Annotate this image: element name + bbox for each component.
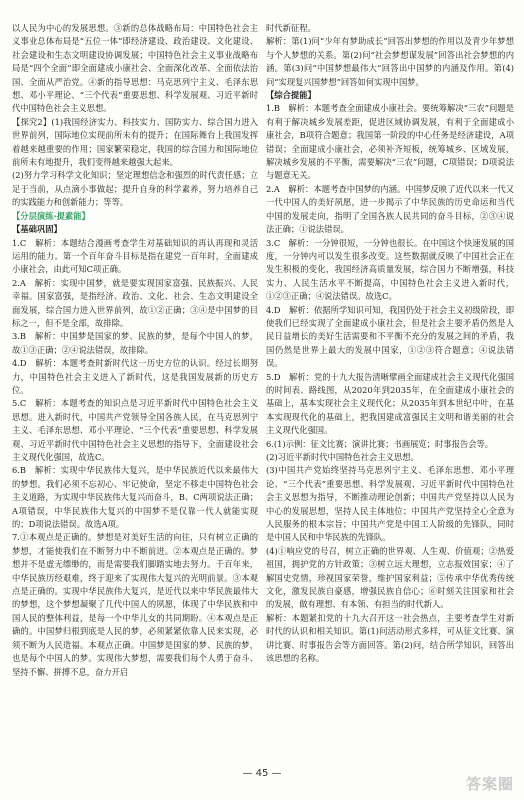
analysis-paragraph: 解析：本题紧扣党的十九大召开这一社会热点，主要考查学生对新时代的认识和相关知识。第(1)问活动形式多样，可从征文比赛、演讲比赛、时事报告会等方面回答。第(2)问，结合所学知识，回答出该思想的名称。 — [266, 612, 514, 664]
text-paragraph: 以人民为中心的发展思想。③新的总体战略布局：中国特色社会主义事业总体布局是“五位一体”即经济建设、政治建设、文化建设、社会建设和生态文明建设协调发展；中国特色社会主义事业战略布局是“四个全面”即全面建成小康社会、全面深化改革、全面依法治国、全面从严治党。④新的指导思想：马克思列宁主义、毛泽东思想、邓小平理论、“三个代表”重要思想、科学发展观、习近平新时代中国特色社会主义思想。 — [12, 23, 258, 114]
page-number: — 45 — — [242, 768, 282, 779]
watermark-logo: 答案圈 — [465, 775, 514, 793]
answer-item: (2)习近平新时代中国特色社会主义思想。 — [266, 452, 419, 462]
text-paragraph: 时代新征程。 — [266, 23, 316, 33]
answer-item: (4)①响应党的号召，树立正确的世界观、人生观、价值观；②热爱祖国，拥护党的方针政策；③树立远大理想，立志报效国家；④了解国史党情，珍视国家荣誉，维护国家利益；⑤传承中华优秀传统文化，激发民族自豪感，增强民族自信心；⑥时刻关注国家和社会的发展，做有理想、有本领、有担当的时代新人。 — [266, 545, 514, 610]
left-column — [12, 22, 258, 679]
right-column — [266, 22, 514, 666]
answer-item: 7.①本观点是正确的。梦想是对美好生活的向往，只有树立正确的梦想，才能使我们在不断努力中不断前进。②本观点是正确的。梦想并不是虚无缥缈的，而是需要我们脚踏实地去努力。千百年来，中华民族历经艰难，终于迎来了实现伟大复兴的光明前景。③本观点是正确的。实现中华民族伟大复兴，是近代以来中华民族最伟大的梦想，这个梦想凝聚了几代中国人的夙愿，体现了中华民族和中国人民的整体利益，是每一个中华儿女的共同期盼。④本观点是正确的。中国梦归根到底是人民的梦，必须紧紧依靠人民来实现，必须不断为人民造福。本观点正确。中国梦是国家的梦、民族的梦，也是每个中国人的梦。实现伟大梦想，需要我们每个人勇于奋斗、坚持不懈、拼搏不息，奋力开启 — [12, 532, 258, 677]
analysis-paragraph: 解析：第(1)问“少年有梦助成长”回答出梦想的作用以及青少年梦想与个人梦想的关系。第(2)问“社会梦想谋发展”回答出社会梦想的内涵。第(3)问“中国梦想最伟大”回答出中国梦的内涵及作用。第(4)问“实现复兴国梦想”回答如何实现中国梦。 — [266, 36, 514, 87]
answer-item: 1.C 解析：本题结合漫画考查学生对基础知识的再认再现和灵活运用的能力。第一个百年奋斗目标是指在建党一百年时，全面建成小康社会，由此可知C项正确。 — [12, 237, 258, 275]
text-paragraph: (2)努力学习科学文化知识；坚定理想信念和强烈的时代责任感；立足于当前，从点滴小事做起；提升自身的科学素养，努力培养自己的实践能力和创新能力；等等。 — [12, 170, 258, 208]
answer-item: 1.B 解析：本题考查全面建成小康社会。要统筹解决“三农”问题是有利于解决城乡发展差距，促进区域协调发展，有利于全面建成小康社会，B项符合题意；我国第一阶段的中心任务是经济建设，A项错误；全面建成小康社会，必须补齐短板，统筹城乡、区域发展，解决城乡发展的不平衡，需要解决“三农”问题，C项错误；D项说法与题意无关。 — [266, 103, 514, 181]
answer-item: 5.C 解析：本题考查的知识点是习近平新时代中国特色社会主义思想。进入新时代，中国共产党领导全国各族人民，在马克思列宁主义、毛泽东思想、邓小平理论、“三个代表”重要思想、科学发展观、习近平新时代中国特色社会主义思想的指导下，全面建设社会主义现代化强国，故选C。 — [12, 398, 258, 462]
answer-item: 6.(1)示例：征文比赛；演讲比赛；书画展览；时事报告会等。 — [266, 438, 494, 449]
answer-item: 4.D 解析：本题考查时新时代这一历史方位的认识。经过长期努力，中国特色社会主义进入了新时代，这是我国发展新的历史方位。 — [12, 358, 258, 395]
subsection-heading: 【综合提能】 — [266, 90, 316, 101]
answer-item: (3)中国共产党始终坚持马克思列宁主义、毛泽东思想、邓小平理论、“三个代表”重要思想、科学发展观、习近平新时代中国特色社会主义思想为指导，不断推动理论创新；中国共产党坚持以人民为中心的发展思想，坚持人民主体地位；中国共产党坚持全心全意为人民服务的根本宗旨；中国共产党是中国工人阶级的先锋队，同时是中国人民和中华民族的先锋队。 — [266, 465, 514, 543]
subsection-heading: 【基础巩固】 — [12, 224, 62, 235]
answer-item: 3.B 解析：中国梦是国家的梦、民族的梦，是每个中国人的梦，故①③正确；②④说法错误，故排除。 — [12, 331, 258, 355]
answer-item: 2.A 解析：本题考查中国梦的内涵。中国梦反映了近代以来一代又一代中国人的美好夙愿，进一步揭示了中华民族的历史命运和当代中国的发展走向，指明了全国各族人民共同的奋斗目标，②③④说法正确；①说法错误。 — [266, 183, 514, 235]
answer-item: 5.D 解析：党的十九大报告清晰擘画全面建成社会主义现代化强国的时间表、路线图，从2020年到2035年，在全面建成小康社会的基础上，基本实现社会主义现代化；从2035年到本世纪中叶，在基本实现现代化的基础上，把我国建成富强民主文明和谐美丽的社会主义现代化强国。 — [266, 371, 514, 436]
answer-item: 2.A 解析：实现中国梦，就是要实现国家富强、民族振兴、人民幸福。国家富强，是指经济、政治、文化、社会、生态文明建设全面发展，综合国力进入世界前列，故①②正确；③④是中国梦的目标之一，但不是全部，故排除。 — [12, 277, 258, 328]
answer-item: 6.B 解析：实现中华民族伟大复兴，是中华民族近代以来最伟大的梦想。我们必须不忘初心、牢记使命，坚定不移走中国特色社会主义道路，为实现中华民族伟大复兴而奋斗，B、C两项说法正确；A项错误，中华民族伟大复兴的中国梦不是仅靠一代人就能实现的；D项说法错误。故选A项。 — [12, 465, 258, 530]
answer-item: 4.D 解析：依据所学知识可知，我国仍处于社会主义初级阶段，即使我们已经实现了全面建成小康社会，但是社会主要矛盾仍然是人民日益增长的美好生活需要和不平衡不充分的发展之间的矛盾，我国仍然是世界上最大的发展中国家，①②③符合题意；④说法错误。 — [266, 304, 514, 369]
answer-item: 3.C 解析：一分钟很短，一分钟也很长。在中国这个快速发展的国度，一分钟内可以发生很多改变。这些数据就反映了中国社会正在发生积极的变化，我国经济高质量发展，综合国力不断增强，科技实力、人民生活水平不断提高，中国特色社会主义进入新时代，①②③正确；④说法错误。故选C。 — [266, 237, 514, 302]
section-heading: 【分层演练·提素能】 — [12, 210, 90, 221]
text-paragraph: 【探究2】(1)我国经济实力、科技实力、国防实力、综合国力进入世界前列，国际地位实现前所未有的提升；在国际舞台上我国发挥着越来越重要的作用；国家繁荣稳定，我国的综合国力和国际地位前所未有地提升，我们变得越来越强大起来。 — [12, 116, 258, 168]
